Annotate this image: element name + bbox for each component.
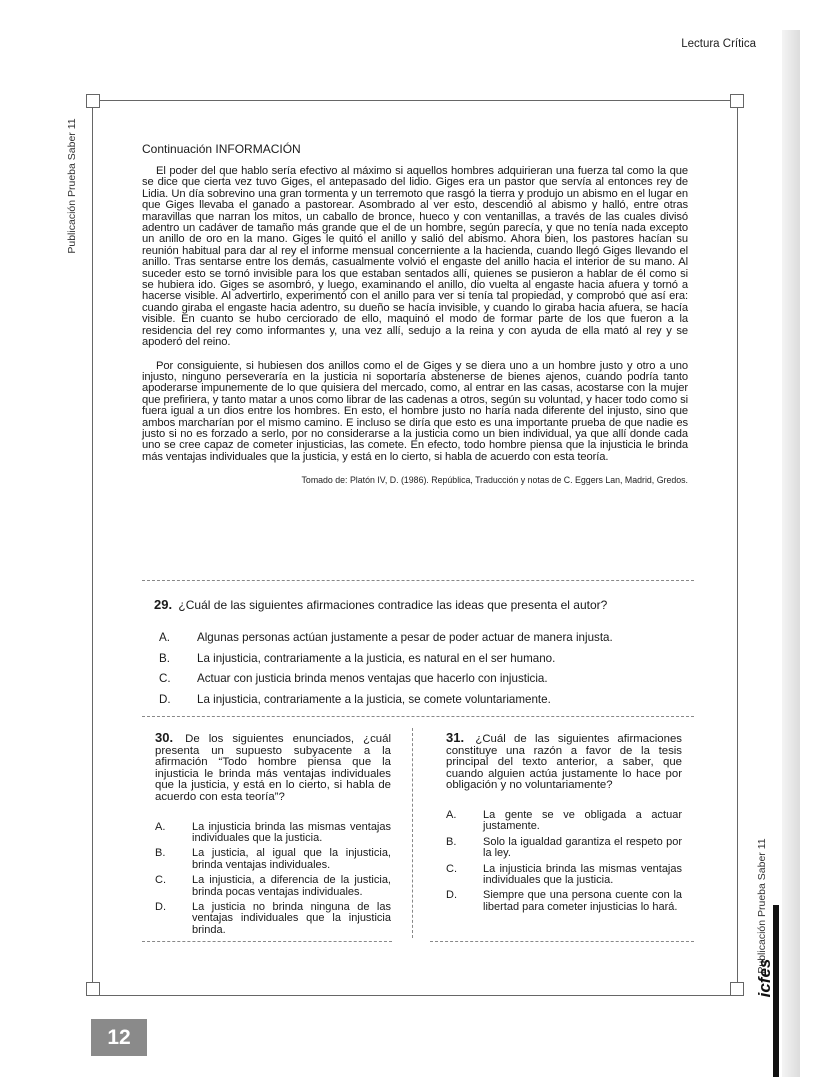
- side-label-left-text: Publicación Prueba Saber 11: [66, 118, 78, 254]
- question-29-option-c[interactable]: [159, 673, 689, 694]
- question-29-option-b[interactable]: [159, 653, 689, 674]
- option-text: Algunas personas actúan justamente a pesar de poder actuar de manera injusta.: [197, 631, 613, 644]
- question-31-text: ¿Cuál de las siguientes afirmaciones constituye una razón a favor de la tesis principal del texto anterior, a saber, que cuando alguien actúa justamente lo hace por obligación y no voluntariamente?: [446, 733, 683, 792]
- option-letter: A.: [159, 631, 170, 644]
- option-letter: B.: [446, 835, 457, 848]
- question-29-options: [159, 632, 689, 714]
- question-30: [155, 732, 391, 940]
- question-31-options: [446, 810, 682, 913]
- passage-source: Tomado de: Platón IV, D. (1986). República, Traducción y notas de C. Eggers Lan, Madrid, Gredos.: [301, 475, 688, 486]
- option-text: La injusticia brinda las mismas ventajas individuales que la justicia.: [483, 862, 682, 886]
- option-letter: B.: [159, 651, 170, 665]
- question-31-stem: [446, 732, 682, 792]
- question-29-option-a[interactable]: [159, 632, 689, 653]
- option-letter: C.: [159, 672, 171, 685]
- passage-paragraph-2: Por consiguiente, si hubiesen dos anillos como el de Giges y se diera uno a un hombre justo y otro a uno injusto, ninguno perseveraría en la justicia ni soportaría abstenerse de bienes ajenos, cuando podría tanto apoderarse impunemente de lo que quisiera del mercado, como, al entrar en las casas, acostarse con la mujer que prefiriera, y tanto matar a unos como librar de las cadenas a otros, según su voluntad, y hacer todo como si fuera igual a un dios entre los hombres. En esto, el hombre justo no haría nada diferente del injusto, sino que ambos marcharían por el mismo camino. E incluso se diría que esto es una importante prueba de que nadie es justo si no es forzado a serlo, por no considerarse a la justicia como un bien individual, ya que allí donde cada uno se cree capaz de cometer injusticias, las comete. En efecto, todo hombre piensa que la injusticia le brinda más ventajas individuales que la justicia, y está en lo cierto, si habla de acuerdo con esta teoría.: [142, 359, 688, 463]
- option-text: La justicia no brinda ninguna de las ventajas individuales que la injusticia brinda.: [192, 901, 391, 936]
- frame-corner-top-right: [730, 94, 744, 108]
- option-text: Siempre que una persona cuente con la libertad para cometer injusticias lo hará.: [483, 889, 682, 913]
- option-letter: C.: [446, 862, 457, 875]
- option-text: La gente se ve obligada a actuar justamente.: [483, 808, 682, 833]
- page-number: 12: [91, 1019, 147, 1056]
- option-letter: D.: [446, 889, 457, 902]
- question-29-text: ¿Cuál de las siguientes afirmaciones contradice las ideas que presenta el autor?: [178, 598, 608, 612]
- question-30-stem: [155, 732, 391, 804]
- column-divider: [412, 728, 413, 938]
- question-29-number: 29.: [154, 597, 173, 612]
- question-30-options: [155, 822, 391, 937]
- option-letter: D.: [159, 692, 171, 706]
- question-30-number: 30.: [155, 730, 174, 745]
- option-text: La injusticia, a diferencia de la justicia, brinda pocas ventajas individuales.: [192, 874, 391, 898]
- divider-after-passage: [142, 580, 694, 581]
- question-31-option-d[interactable]: [446, 890, 682, 913]
- side-label-left: [62, 120, 82, 260]
- passage-paragraph-1: El poder del que hablo sería efectivo al máximo si aquellos hombres adquirieran una fuerza tal como la que se dice que cierta vez tuvo Giges, el antepasado del lidio. Giges era un pastor que servía al entonces rey de Lidia. Un día sobrevino una gran tormenta y un terremoto que rasgó la tierra y produjo un abismo en el lugar en que Giges llevaba el ganado a pastorear. Asombrado al ver esto, descendió al abismo y halló, entre otras maravillas que narran los mitos, un caballo de bronce, hueco y con ventanillas, a través de las cuales divisó adentro un cadáver de tamaño más grande que el de un hombre, según parecía, y que no tenía nada excepto un anillo de oro en la mano. Giges le quitó el anillo y salió del abismo. Ahora bien, los pastores hacían su reunión habitual para dar al rey el informe mensual concerniente a la hacienda, cuando llegó Giges llevando el anillo. Tras sentarse entre los demás, casualmente volvió el engaste del anillo hacia el interior de su mano. Al suceder esto se tornó invisible para los que estaban sentados allí, quienes se pusieron a hablar de él como si se hubiera ido. Giges se asombró, y luego, examinando el anillo, dio vuelta al engaste hacia afuera y tornó a hacerse visible. Al advertirlo, experimentó con el anillo para ver si tenía tal propiedad, y comprobó que así era: cuando giraba el engaste hacia adentro, su dueño se hacía invisible, y cuando lo giraba hacia afuera, se hacía visible. En cuanto se hubo cerciorado de ello, maquinó el modo de formar parte de los que fueron a la residencia del rey como informantes y, una vez allí, sedujo a la reina y con ayuda de ella mató al rey y se apoderó del reino.: [142, 165, 688, 349]
- option-text: La justicia, al igual que la injusticia, brinda ventajas individuales.: [192, 847, 391, 871]
- option-letter: C.: [155, 874, 166, 887]
- question-31-option-c[interactable]: [446, 864, 682, 887]
- divider-bottom-left: [142, 941, 392, 942]
- option-text: La injusticia, contrariamente a la justicia, es natural en el ser humano.: [197, 651, 556, 665]
- question-29-option-d[interactable]: [159, 694, 689, 715]
- question-30-option-d[interactable]: [155, 902, 391, 936]
- option-text: La injusticia brinda las mismas ventajas individuales que la justicia.: [192, 820, 391, 844]
- option-letter: A.: [155, 820, 166, 833]
- option-text: Actuar con justicia brinda menos ventajas que hacerlo con injusticia.: [197, 672, 548, 685]
- option-text: Solo la igualdad garantiza el respeto por la ley.: [483, 835, 682, 860]
- question-31: [446, 732, 682, 917]
- icfes-logo-text: icfes: [755, 958, 774, 998]
- question-31-option-b[interactable]: [446, 837, 682, 860]
- question-31-option-a[interactable]: [446, 810, 682, 833]
- question-30-option-b[interactable]: [155, 848, 391, 871]
- reading-passage: [142, 142, 688, 485]
- question-30-option-c[interactable]: [155, 875, 391, 898]
- option-letter: B.: [155, 847, 166, 860]
- right-rail: [782, 30, 800, 1077]
- divider-bottom-right: [430, 941, 694, 942]
- frame-corner-bottom-left: [86, 982, 100, 996]
- question-29-stem: [154, 598, 694, 612]
- option-letter: D.: [155, 901, 166, 913]
- option-text: La injusticia, contrariamente a la justicia, se comete voluntariamente.: [197, 692, 551, 706]
- frame-corner-top-left: [86, 94, 100, 108]
- section-title: Lectura Crítica: [681, 38, 756, 50]
- icfes-logo: [752, 950, 778, 1010]
- side-label-right-text: Publicación Prueba Saber 11: [756, 838, 768, 974]
- option-letter: A.: [446, 808, 457, 821]
- question-29: [154, 597, 694, 706]
- divider-after-q29: [142, 716, 694, 717]
- passage-subtitle: Continuación INFORMACIÓN: [142, 142, 301, 156]
- question-30-text: De los siguientes enunciados, ¿cuál presenta un supuesto subyacente a la afirmación “Todo hombre piensa que la injusticia le brinda más ventajas individuales que la justicia, y está en lo cierto, si habla de acuerdo con esta teoría”?: [155, 733, 391, 803]
- question-30-option-a[interactable]: [155, 822, 391, 845]
- frame-corner-bottom-right: [730, 982, 744, 996]
- question-31-number: 31.: [446, 730, 465, 745]
